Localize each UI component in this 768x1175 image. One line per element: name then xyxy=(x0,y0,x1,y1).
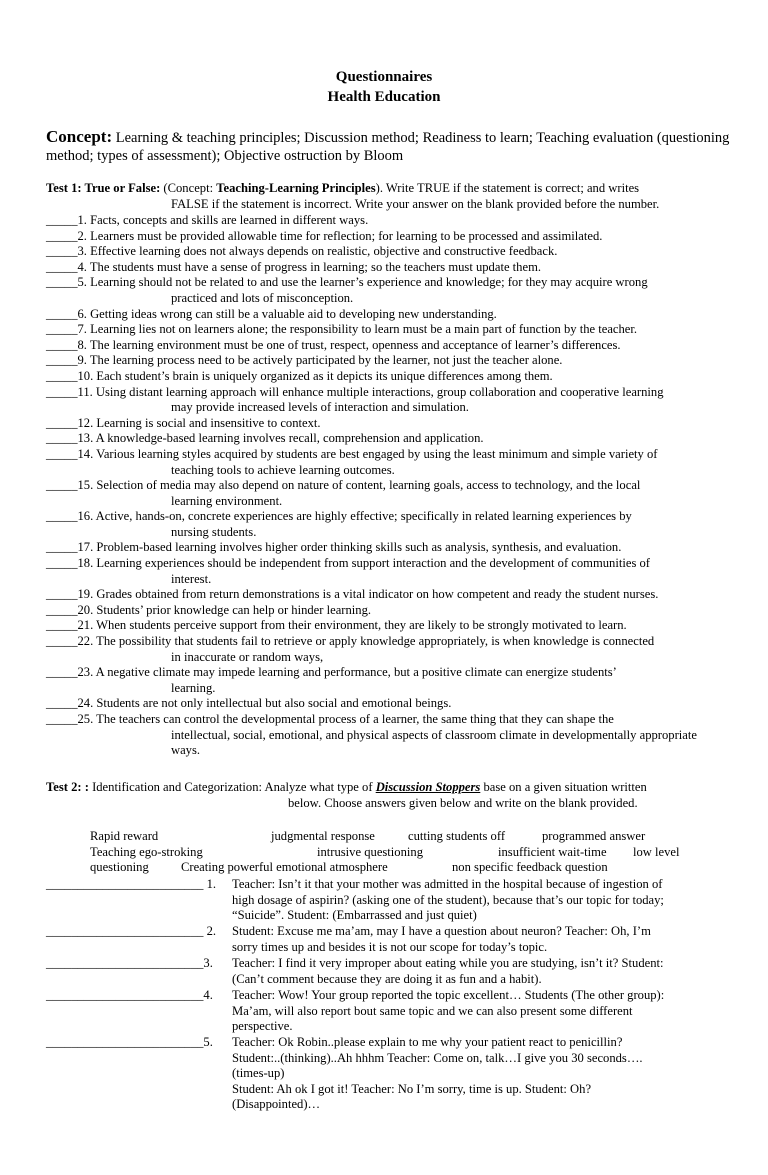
tf-item xyxy=(46,540,724,556)
tf-item-text: 15. Selection of media may also depend on nature of content, learning goals, access to technology, and the local xyxy=(77,478,641,493)
tf-item xyxy=(46,416,724,432)
answer-blank: _____ xyxy=(46,446,78,461)
answer-choices xyxy=(90,829,710,876)
answer-blank: _____ xyxy=(46,306,78,321)
tf-item-text: 20. Students’ prior knowledge can help or hinder learning. xyxy=(77,602,372,617)
answer-blank: _____ xyxy=(46,712,78,726)
tf-item-continued: practiced and lots of misconception. xyxy=(171,290,354,305)
answer-blank: _________________________ xyxy=(46,956,204,970)
choice: intrusive questioning xyxy=(317,844,423,859)
test2-intro-end: base on a given situation written xyxy=(480,780,647,794)
scenario-answer-blank xyxy=(46,1035,213,1051)
answer-blank: _____ xyxy=(46,213,78,227)
choice: non specific feedback question xyxy=(452,860,608,875)
tf-item xyxy=(46,369,724,385)
tf-item-text: 9. The learning process need to be actively participated by the learner, not just the teacher alone. xyxy=(77,353,563,368)
tf-item xyxy=(46,213,724,229)
scenario-number: 3. xyxy=(203,956,213,970)
tf-item xyxy=(46,478,724,509)
tf-item xyxy=(46,431,724,447)
scenario-item xyxy=(46,924,726,955)
tf-item xyxy=(46,556,724,587)
page-subtitle: Health Education xyxy=(327,89,441,105)
concept-text: Learning & teaching principles; Discussion method; Readiness to learn; Teaching evaluation (questioning method; types of assessment); Objective ostruction by Bloom xyxy=(46,130,730,164)
tf-item-text: 13. A knowledge-based learning involves recall, comprehension and application. xyxy=(77,431,484,446)
tf-item-text: 12. Learning is social and insensitive to context. xyxy=(77,415,321,430)
tf-item xyxy=(46,385,724,416)
scenario-line: (times-up) xyxy=(232,1066,285,1081)
answer-blank: _____ xyxy=(46,587,78,602)
test2-intro: Identification and Categorization: Analyze what type of xyxy=(88,780,376,794)
tf-item-continued: nursing students. xyxy=(171,524,257,539)
choice: cutting students off xyxy=(408,829,506,843)
test1-heading xyxy=(46,181,724,212)
choice: judgmental response xyxy=(271,829,375,843)
answer-blank: _____ xyxy=(46,556,78,571)
tf-item xyxy=(46,587,724,603)
tf-item-text: 1. Facts, concepts and skills are learned in different ways. xyxy=(77,213,369,227)
tf-item xyxy=(46,665,724,696)
answer-blank: _____ xyxy=(46,618,78,633)
scenario-line: (Can’t comment because they are doing it as fun and a habit). xyxy=(232,971,542,986)
answer-blank: _________________________ xyxy=(46,1035,204,1049)
scenario-line: Student: Excuse me ma’am, may I have a question about neuron? Teacher: Oh, I’m xyxy=(232,924,651,938)
test2-intro-continued: below. Choose answers given below and write on the blank provided. xyxy=(288,795,638,810)
choice: programmed answer xyxy=(542,829,646,843)
scenario-number: 5. xyxy=(203,1035,213,1049)
tf-item xyxy=(46,353,724,369)
scenario-line: Student: Ah ok I got it! Teacher: No I’m sorry, time is up. Student: Oh? xyxy=(232,1081,592,1096)
tf-item xyxy=(46,696,724,712)
scenario-line: high dosage of aspirin? (asking one of the student), because that’s our topic for today; xyxy=(232,892,664,907)
tf-item xyxy=(46,275,724,306)
answer-blank: _____ xyxy=(46,337,78,352)
scenario-line: Student:..(thinking)..Ah hhhm Teacher: Come on, talk…I give you 30 seconds…. xyxy=(232,1050,643,1065)
answer-blank: _____ xyxy=(46,353,78,368)
scenario-answer-blank xyxy=(46,877,216,893)
scenario-line: (Disappointed)… xyxy=(232,1097,321,1112)
tf-item-text: 8. The learning environment must be one of trust, respect, openness and acceptance of learner’s differences. xyxy=(77,337,621,352)
tf-item-text: 14. Various learning styles acquired by students are best engaged by using the least minimum and simple variety of xyxy=(77,446,658,461)
scenario-number: 2. xyxy=(203,924,217,938)
scenario-line: “Suicide”. Student: (Embarrassed and just quiet) xyxy=(232,908,477,923)
answer-blank: _____ xyxy=(46,322,78,337)
test1-intro-continued: FALSE if the statement is incorrect. Write your answer on the blank provided before the number. xyxy=(171,196,660,211)
answer-blank: _________________________ xyxy=(46,877,204,891)
choice: Rapid reward xyxy=(90,829,159,843)
answer-blank: _____ xyxy=(46,275,78,290)
tf-item xyxy=(46,338,724,354)
answer-blank: _____ xyxy=(46,415,78,430)
scenario-line: sorry times up and besides it is not our scope for today’s topic. xyxy=(232,939,548,954)
answer-blank: _____ xyxy=(46,228,78,243)
test1-label: Test 1: True or False: xyxy=(46,181,161,195)
test2-label: Test 2: : xyxy=(46,780,89,794)
tf-item xyxy=(46,509,724,540)
answer-blank: _____ xyxy=(46,540,78,555)
tf-item xyxy=(46,603,724,619)
tf-item-text: 17. Problem-based learning involves higher order thinking skills such as analysis, synthesis, and evaluation. xyxy=(77,540,622,555)
answer-blank: _____ xyxy=(46,431,78,446)
title-block xyxy=(0,67,768,107)
page-title: Questionnaires xyxy=(335,69,433,85)
answer-blank: _________________________ xyxy=(46,988,204,1002)
tf-item-text: 22. The possibility that students fail to retrieve or apply knowledge appropriately, is when knowledge is connected xyxy=(77,634,655,649)
answer-blank: _____ xyxy=(46,368,78,383)
scenario-item xyxy=(46,877,726,924)
tf-item-text: 18. Learning experiences should be independent from support interaction and the development of communities of xyxy=(77,556,650,571)
answer-blank: _____ xyxy=(46,665,78,680)
scenario-line: Ma’am, will also report bout same topic and we can also present some different xyxy=(232,1003,633,1018)
scenario-answer-blank xyxy=(46,988,213,1004)
tf-item-text: 5. Learning should not be related to and use the learner’s experience and knowledge; for they may acquire wrong xyxy=(77,275,648,290)
answer-blank: _____ xyxy=(46,634,78,649)
scenario-item xyxy=(46,988,726,1035)
tf-item xyxy=(46,447,724,478)
tf-item-continued: learning. xyxy=(171,680,216,695)
tf-item-text: 11. Using distant learning approach will enhance multiple interactions, group collaboration and cooperative learning xyxy=(77,384,664,399)
choice: questioning xyxy=(90,860,149,875)
test1-concept: Teaching-Learning Principles xyxy=(216,181,376,195)
tf-item-text: 4. The students must have a sense of progress in learning; so the teachers must update them. xyxy=(77,259,542,274)
concept-paragraph xyxy=(46,128,730,165)
test2-heading xyxy=(46,780,724,811)
tf-item-continued: teaching tools to achieve learning outcomes. xyxy=(171,462,395,477)
tf-item xyxy=(46,229,724,245)
tf-item-text: 25. The teachers can control the developmental process of a learner, the same thing that they can shape the xyxy=(77,712,614,726)
tf-item xyxy=(46,618,724,634)
answer-blank: _____ xyxy=(46,509,78,524)
test1-intro: (Concept: xyxy=(160,181,217,195)
tf-item-text: 21. When students perceive support from their environment, they are likely to be strongly motivated to learn. xyxy=(77,618,627,633)
tf-item xyxy=(46,322,724,338)
scenario-line: Teacher: Wow! Your group reported the topic excellent… Students (The other group): xyxy=(232,988,665,1002)
answer-blank: _____ xyxy=(46,696,78,711)
choice: insufficient wait-time xyxy=(498,844,607,859)
scenario-item xyxy=(46,1035,726,1113)
tf-item-text: 2. Learners must be provided allowable time for reflection; for learning to be processed and assimilated. xyxy=(77,228,603,243)
tf-item xyxy=(46,712,724,759)
scenario-line: perspective. xyxy=(232,1019,293,1034)
scenario-line: Teacher: Isn’t it that your mother was admitted in the hospital because of ingestion of xyxy=(232,877,663,891)
tf-item-text: 6. Getting ideas wrong can still be a valuable aid to developing new understanding. xyxy=(77,306,497,321)
answer-blank: _____ xyxy=(46,478,78,493)
tf-item-text: 19. Grades obtained from return demonstrations is a vital indicator on how competent and ready the student nurses. xyxy=(77,587,659,602)
choice: low level xyxy=(633,844,680,859)
test1-item-list xyxy=(46,213,724,759)
answer-blank: _____ xyxy=(46,602,78,617)
discussion-stoppers-term: Discussion Stoppers xyxy=(375,780,481,794)
tf-item xyxy=(46,307,724,323)
tf-item-continued: intellectual, social, emotional, and physical aspects of classroom climate in developmentally appropriate ways. xyxy=(171,727,697,758)
concept-label: Concept: xyxy=(46,127,113,146)
scenario-number: 1. xyxy=(203,877,217,891)
tf-item-text: 24. Students are not only intellectual but also social and emotional beings. xyxy=(77,696,452,711)
tf-item-text: 3. Effective learning does not always depends on realistic, objective and constructive feedback. xyxy=(77,244,558,259)
tf-item-continued: learning environment. xyxy=(171,493,283,508)
tf-item-continued: interest. xyxy=(171,571,212,586)
tf-item xyxy=(46,634,724,665)
tf-item-continued: may provide increased levels of interaction and simulation. xyxy=(171,400,469,415)
tf-item xyxy=(46,244,724,260)
test1-intro-end: ). Write TRUE if the statement is correct; and writes xyxy=(375,181,640,195)
tf-item-text: 10. Each student’s brain is uniquely organized as it depicts its unique differences among them. xyxy=(77,368,553,383)
scenario-number: 4. xyxy=(203,988,213,1002)
scenario-line: Teacher: I find it very improper about eating while you are studying, isn’t it? Student: xyxy=(232,956,664,970)
choice: Teaching ego-stroking xyxy=(90,844,203,859)
answer-blank: _____ xyxy=(46,384,78,399)
tf-item-text: 7. Learning lies not on learners alone; the responsibility to learn must be a main part of function by the teacher. xyxy=(77,322,638,337)
scenario-answer-blank xyxy=(46,956,213,972)
scenario-item xyxy=(46,956,726,987)
scenario-answer-blank xyxy=(46,924,216,940)
choice: Creating powerful emotional atmosphere xyxy=(181,860,388,875)
tf-item-continued: in inaccurate or random ways, xyxy=(171,649,324,664)
scenario-line: Teacher: Ok Robin..please explain to me why your patient react to penicillin? xyxy=(232,1035,623,1049)
tf-item-text: 16. Active, hands-on, concrete experiences are highly effective; specifically in related learning experiences by xyxy=(77,509,632,524)
answer-blank: _________________________ xyxy=(46,924,204,938)
answer-blank: _____ xyxy=(46,244,78,259)
tf-item-text: 23. A negative climate may impede learning and performance, but a positive climate can energize students’ xyxy=(77,665,617,680)
tf-item xyxy=(46,260,724,276)
answer-blank: _____ xyxy=(46,259,78,274)
